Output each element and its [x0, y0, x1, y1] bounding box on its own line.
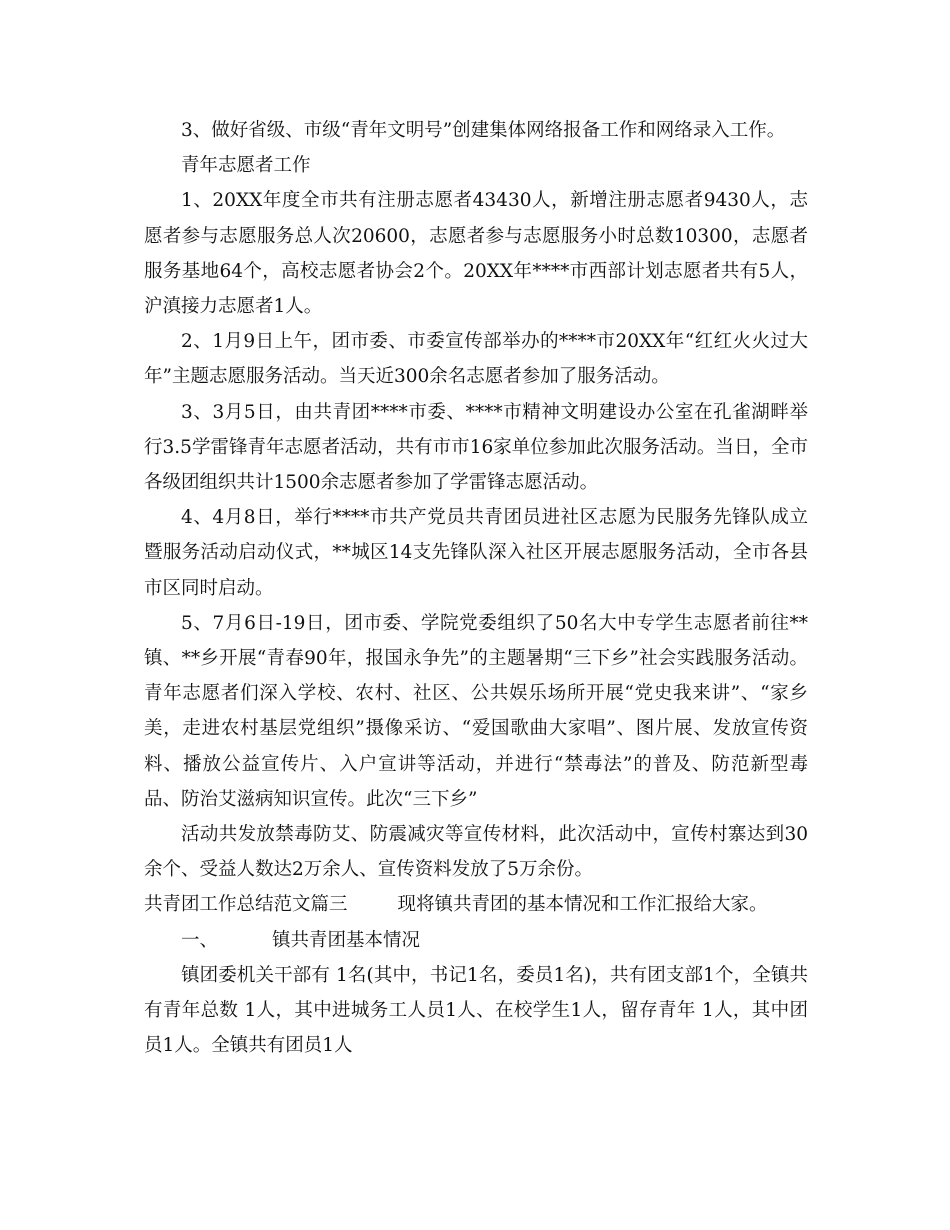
spacer: [348, 887, 398, 922]
paragraph: 镇团委机关干部有 1名(其中，书记1名，委员1名)，共有团支部1个，全镇共有青年总数 1人，其中进城务工人员1人、在校学生1人，留存青年 1人，其中团员1人。全镇共有团员1人: [144, 964, 808, 1057]
section-title-line: [144, 887, 808, 922]
subsection-title: 镇共青团基本情况: [272, 929, 421, 951]
document-body: [144, 113, 808, 1063]
paragraph: 活动共发放禁毒防艾、防震减灾等宣传材料，此次活动中，宣传村寨达到30余个、受益人数达2万余人、宣传资料发放了5万余份。: [144, 824, 808, 881]
section-title: 共青团工作总结范文篇三: [144, 894, 348, 916]
subsection-number: 一、: [181, 929, 219, 951]
paragraph: 3、做好省级、市级“青年文明号”创建集体网络报备工作和网络录入工作。: [181, 120, 786, 141]
paragraph: 3、3月5日，由共青团****市委、****市精神文明建设办公室在孔雀湖畔举行3.5学雷锋青年志愿者活动，共有市市16家单位参加此次服务活动。当日，全市各级团组织共计1500余志愿者参加了学雷锋志愿活动。: [144, 401, 808, 494]
subsection-heading: [144, 923, 808, 958]
paragraph: 2、1月9日上午，团市委、市委宣传部举办的****市20XX年“红红火火过大年”主题志愿服务活动。当天近300余名志愿者参加了服务活动。: [144, 331, 808, 388]
paragraph: 5、7月6日-19日，团市委、学院党委组织了50名大中专学生志愿者前往**镇、**乡开展“青春90年，报国永争先”的主题暑期“三下乡”社会实践服务活动。青年志愿者们深入学校、农村、社区、公共娱乐场所开展“党史我来讲”、“家乡美，走进农村基层党组织”摄像采访、“爱国歌曲大家唱”、图片展、发放宣传资料、播放公益宣传片、入户宣讲等活动，并进行“禁毒法”的普及、防范新型毒品、防治艾滋病知识宣传。此次“三下乡”: [144, 612, 808, 810]
paragraph: 4、4月8日，举行****市共产党员共青团员进社区志愿为民服务先锋队成立暨服务活动启动仪式，**城区14支先锋队深入社区开展志愿服务活动，全市各县市区同时启动。: [144, 507, 808, 599]
paragraph: 1、20XX年度全市共有注册志愿者43430人，新增注册志愿者9430人，志愿者参与志愿服务总人次20600，志愿者参与志愿服务小时总数10300，志愿者服务基地64个，高校志愿者协会2个。20XX年****市西部计划志愿者共有5人，沪滇接力志愿者1人。: [144, 190, 808, 318]
section-intro: 现将镇共青团的基本情况和工作汇报给大家。: [397, 894, 768, 916]
section-heading: 青年志愿者工作: [181, 155, 311, 177]
